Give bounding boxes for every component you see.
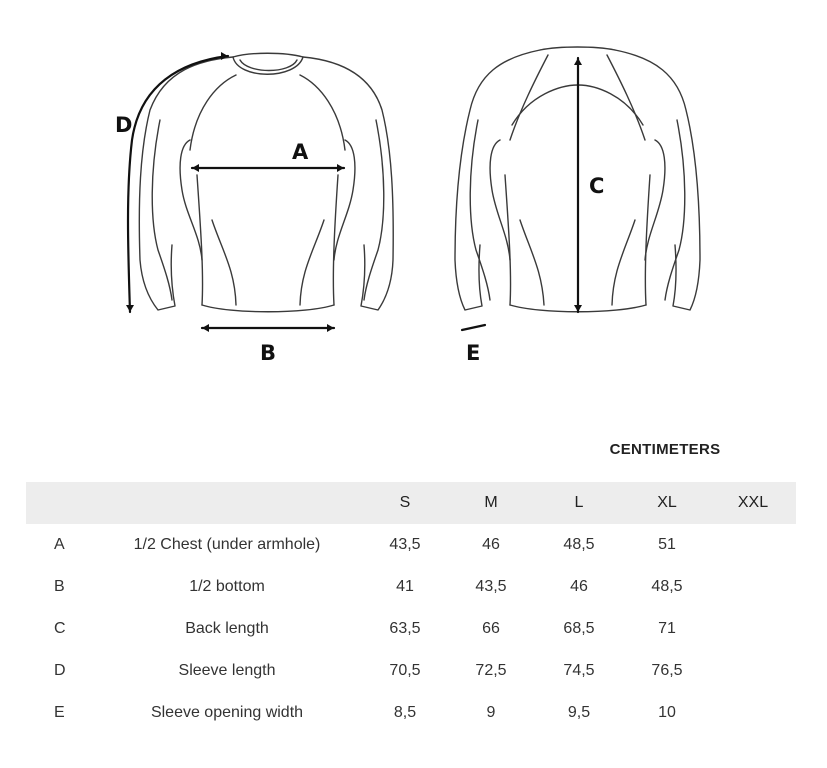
table-row (26, 692, 796, 734)
row-name: 1/2 bottom (189, 578, 265, 595)
header-size-s: S (399, 494, 411, 511)
value-l: 48,5 (563, 536, 595, 553)
units-label: CENTIMETERS (609, 441, 721, 458)
value-s: 41 (396, 578, 414, 595)
value-l: 46 (570, 578, 588, 595)
value-xl: 10 (658, 704, 676, 721)
value-s: 43,5 (389, 536, 421, 553)
label-e: E (466, 341, 481, 365)
value-s: 70,5 (389, 662, 421, 679)
header-size-xl: XL (657, 494, 677, 511)
table-body (26, 524, 796, 734)
table-row (26, 650, 796, 692)
row-code: D (54, 662, 66, 679)
value-xl: 48,5 (651, 578, 683, 595)
size-table (26, 482, 796, 734)
measure-line-e (462, 325, 485, 330)
header-size-l: L (574, 494, 584, 511)
table-row (26, 524, 796, 566)
table-row (26, 608, 796, 650)
front-shirt-outline (139, 53, 393, 312)
row-code: C (54, 620, 66, 637)
row-name: Sleeve opening width (150, 704, 304, 721)
value-xxl (720, 608, 786, 650)
value-xl: 71 (658, 620, 676, 637)
value-xl: 51 (658, 536, 676, 553)
label-d: D (115, 113, 133, 137)
value-xl: 76,5 (651, 662, 683, 679)
row-code: B (54, 578, 65, 595)
value-m: 46 (482, 536, 500, 553)
value-m: 72,5 (475, 662, 507, 679)
value-s: 8,5 (393, 704, 417, 721)
row-code: E (54, 704, 65, 721)
value-l: 74,5 (563, 662, 595, 679)
value-xxl (720, 692, 786, 734)
row-code: A (54, 536, 65, 553)
value-l: 68,5 (563, 620, 595, 637)
measure-line-b (202, 324, 334, 332)
header-size-m: M (484, 494, 498, 511)
row-name: Sleeve length (178, 662, 276, 679)
measure-line-a (192, 164, 344, 172)
measure-line-c (574, 58, 582, 312)
value-l: 9,5 (567, 704, 591, 721)
value-m: 66 (482, 620, 500, 637)
label-c: C (589, 174, 605, 198)
row-name: 1/2 Chest (under armhole) (133, 536, 321, 553)
value-xxl (720, 566, 786, 608)
value-m: 9 (486, 704, 496, 721)
value-m: 43,5 (475, 578, 507, 595)
label-b: B (260, 341, 277, 365)
value-xxl (720, 524, 786, 566)
table-row (26, 566, 796, 608)
table-header-row (26, 482, 796, 524)
header-size-xxl: XXL (737, 494, 769, 511)
value-xxl (720, 650, 786, 692)
label-a: A (292, 140, 309, 164)
row-name: Back length (185, 620, 269, 637)
value-s: 63,5 (389, 620, 421, 637)
